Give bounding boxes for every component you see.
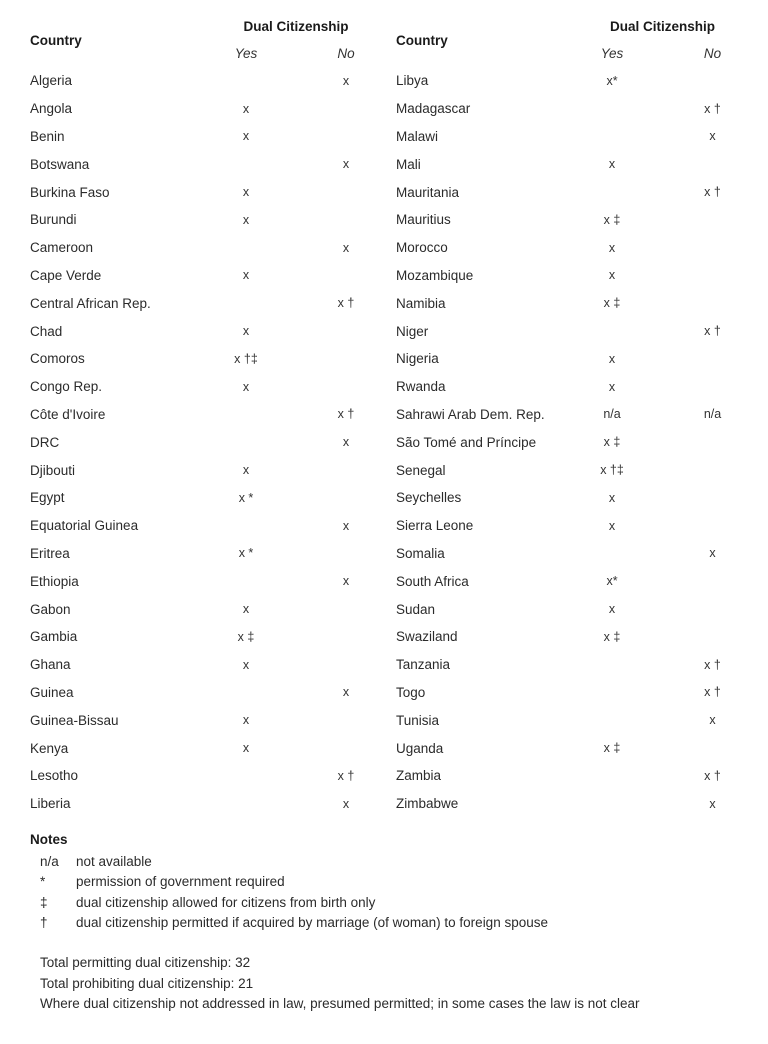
no-cell-left [296,595,396,623]
table-row [30,679,763,707]
no-cell-left [296,706,396,734]
table-row [30,234,763,262]
notes-list [30,851,760,933]
no-cell-left [296,734,396,762]
yes-cell-right [562,95,662,123]
country-cell-left: Algeria [30,73,73,89]
yes-cell-left [196,401,296,429]
yes-cell-left [196,67,296,95]
table-row [30,734,763,762]
table-row [30,512,763,540]
yes-cell-left: x [242,713,250,728]
yes-cell-left: x [242,379,250,394]
country-cell-right: Sierra Leone [396,518,474,534]
no-cell-right: x [709,129,716,144]
no-cell-left: x † [337,768,355,783]
yes-cell-right: x [608,490,616,505]
country-cell-right: Niger [396,323,429,339]
no-cell-right: x † [704,185,721,200]
no-cell-left: x [342,685,350,700]
note-symbol: * [40,874,46,890]
no-cell-left [296,317,396,345]
country-cell-right: Malawi [396,128,439,144]
no-cell-right [662,512,763,540]
table-row [30,762,763,790]
yes-cell-right: x ‡ [603,296,621,311]
no-cell-right: x [709,546,716,561]
no-cell-right [662,373,763,401]
yes-cell-right [562,540,662,568]
total-permitting: Total permitting dual citizenship: 32 [40,955,251,970]
country-cell-left: Egypt [30,490,65,506]
no-cell-right: x † [704,101,721,116]
country-cell-right: Tanzania [396,657,451,673]
no-cell-right [662,345,763,373]
country-cell-left: Benin [30,128,65,144]
table-row [30,706,763,734]
no-cell-right [662,456,763,484]
yes-cell-left: x [242,463,250,478]
yes-cell-right: x ‡ [603,741,621,756]
country-cell-left: Central African Rep. [30,295,151,311]
notes-section [30,832,760,933]
no-cell-left [296,456,396,484]
yes-cell-right [562,790,662,818]
no-cell-left [296,623,396,651]
country-cell-right: Nigeria [396,351,439,367]
no-cell-left: x [342,240,350,255]
table-body [30,67,763,818]
no-header-left: No [337,46,355,61]
yes-header-left: Yes [234,46,258,61]
country-cell-left: Gabon [30,601,71,617]
yes-cell-right [562,679,662,707]
country-cell-right: Tunisia [396,712,440,728]
dual-citizenship-table [30,13,763,818]
note-text: dual citizenship permitted if acquired by marriage (of woman) to foreign spouse [76,915,548,931]
totals-section [40,953,640,1015]
table-row [30,123,763,151]
no-cell-left [296,484,396,512]
note-item [30,851,760,872]
yes-cell-right: x [608,157,616,172]
yes-cell-right: x †‡ [600,463,624,478]
country-cell-right: Sudan [396,601,436,617]
no-cell-left: x [342,73,350,88]
country-header-left: Country [30,32,82,48]
table-row [30,623,763,651]
no-cell-left [296,123,396,151]
no-cell-left: x [342,518,350,533]
country-cell-right: Zimbabwe [396,796,459,812]
no-cell-left [296,95,396,123]
no-cell-right [662,428,763,456]
table-row [30,67,763,95]
yes-cell-left: x [242,185,250,200]
table-row [30,317,763,345]
yes-cell-right [562,706,662,734]
table-row [30,484,763,512]
country-cell-right: Senegal [396,462,446,478]
note-symbol: n/a [40,853,59,869]
yes-cell-left: x [242,268,250,283]
country-cell-left: Kenya [30,740,69,756]
yes-cell-right: x [608,518,616,533]
no-cell-right [662,623,763,651]
table-row [30,651,763,679]
yes-cell-right [562,762,662,790]
yes-cell-right [562,651,662,679]
table-row [30,401,763,429]
no-cell-right [662,567,763,595]
country-cell-right: Seychelles [396,490,462,506]
yes-cell-left: x ‡ [237,629,255,644]
no-cell-left: x [342,574,350,589]
notes-title: Notes [30,832,68,847]
yes-cell-left [196,289,296,317]
yes-cell-left [196,679,296,707]
country-cell-left: Ethiopia [30,573,79,589]
table-row [30,428,763,456]
country-cell-right: Mauritius [396,212,451,228]
no-cell-right [662,150,763,178]
note-text: not available [76,853,152,869]
no-cell-right: n/a [703,407,722,422]
dual-citizenship-header-left: Dual Citizenship [243,19,349,34]
country-cell-left: Burundi [30,212,77,228]
no-cell-right: x † [704,768,721,783]
country-cell-left: Comoros [30,351,85,367]
yes-cell-right [562,178,662,206]
no-cell-left: x † [337,407,355,422]
country-cell-left: Djibouti [30,462,76,478]
country-cell-left: Burkina Faso [30,184,110,200]
country-cell-right: Swaziland [396,629,458,645]
country-cell-left: Angola [30,101,73,117]
yes-cell-left: x [242,101,250,116]
note-text: dual citizenship allowed for citizens from birth only [76,894,376,910]
country-cell-right: Madagascar [396,101,471,117]
yes-cell-right [562,123,662,151]
country-cell-right: Zambia [396,768,442,784]
country-cell-left: Liberia [30,796,71,812]
note-item [30,913,760,934]
country-cell-left: Guinea-Bissau [30,712,119,728]
no-cell-left: x [342,435,350,450]
yes-cell-right: x* [606,73,618,88]
country-cell-left: Cameroon [30,240,94,256]
country-header-right: Country [396,32,448,48]
no-cell-right: x † [704,685,721,700]
no-cell-right: x † [704,324,721,339]
no-cell-right: x [709,796,716,811]
country-cell-right: Mauritania [396,184,460,200]
table-row [30,95,763,123]
no-cell-right [662,595,763,623]
yes-cell-left [196,150,296,178]
table-row [30,567,763,595]
yes-cell-left [196,234,296,262]
country-cell-left: Botswana [30,156,90,172]
yes-cell-right: x [608,268,616,283]
yes-cell-left: x [242,324,250,339]
no-cell-right [662,206,763,234]
country-cell-left: Lesotho [30,768,79,784]
country-cell-right: São Tomé and Príncipe [396,434,537,450]
yes-cell-left: x * [238,546,254,561]
country-cell-left: Chad [30,323,63,339]
table-row [30,289,763,317]
note-item [30,892,760,913]
dual-citizenship-header-right: Dual Citizenship [610,19,716,34]
yes-cell-right: x [608,240,616,255]
table-row [30,150,763,178]
no-header-right: No [703,46,722,61]
note-text: permission of government required [76,874,285,890]
yes-cell-right: x ‡ [603,212,621,227]
yes-cell-left: x [242,657,250,672]
yes-cell-left [196,512,296,540]
no-cell-left [296,206,396,234]
table-row [30,790,763,818]
no-cell-right [662,67,763,95]
no-cell-left: x [342,157,350,172]
table-row [30,456,763,484]
note-symbol: ‡ [40,894,48,910]
yes-cell-left: x * [238,490,254,505]
yes-cell-left [196,567,296,595]
no-cell-left [296,651,396,679]
country-cell-left: Côte d'Ivoire [30,406,106,422]
country-cell-right: Rwanda [396,379,446,395]
table-row [30,178,763,206]
no-cell-left [296,540,396,568]
yes-cell-left: x [242,602,250,617]
no-cell-right [662,289,763,317]
no-cell-right [662,734,763,762]
yes-cell-right: x ‡ [603,629,621,644]
no-cell-left [296,262,396,290]
yes-cell-right: x [608,602,616,617]
no-cell-right: x † [704,657,721,672]
yes-cell-left: x [242,129,250,144]
no-cell-right [662,262,763,290]
country-cell-right: Sahrawi Arab Dem. Rep. [396,406,545,422]
note-symbol: † [40,915,48,931]
yes-cell-right: n/a [603,407,621,422]
country-cell-left: DRC [30,434,60,450]
yes-cell-left [196,790,296,818]
table-row [30,345,763,373]
yes-cell-left: x †‡ [234,351,258,366]
yes-cell-right: x* [606,574,618,589]
table-row [30,540,763,568]
yes-cell-right: x ‡ [603,435,621,450]
country-cell-right: Mozambique [396,267,474,283]
yes-cell-left [196,428,296,456]
country-cell-right: South Africa [396,573,469,589]
no-cell-left: x † [337,296,355,311]
country-cell-right: Somalia [396,545,445,561]
total-prohibiting: Total prohibiting dual citizenship: 21 [40,975,254,991]
yes-cell-right [562,317,662,345]
country-cell-left: Guinea [30,684,74,700]
country-cell-left: Cape Verde [30,267,102,283]
country-cell-left: Ghana [30,657,71,673]
yes-cell-left [196,762,296,790]
no-cell-right: x [709,713,716,728]
country-cell-left: Congo Rep. [30,379,103,395]
no-cell-left: x [342,796,350,811]
table-row [30,262,763,290]
country-cell-left: Equatorial Guinea [30,518,139,534]
presumed-note: Where dual citizenship not addressed in law, presumed permitted; in some cases the law is not clear [40,996,640,1011]
no-cell-left [296,373,396,401]
yes-header-right: Yes [600,46,624,61]
no-cell-left [296,178,396,206]
table-row [30,373,763,401]
yes-cell-right: x [608,351,616,366]
no-cell-left [296,345,396,373]
note-item [30,872,760,893]
country-cell-left: Eritrea [30,545,70,561]
table-row [30,595,763,623]
yes-cell-left: x [242,212,250,227]
country-cell-left: Gambia [30,629,78,645]
country-cell-right: Uganda [396,740,444,756]
yes-cell-right: x [608,379,616,394]
country-cell-right: Namibia [396,295,446,311]
country-cell-right: Morocco [396,240,448,256]
country-cell-right: Libya [396,73,429,89]
country-cell-right: Mali [396,156,421,172]
no-cell-right [662,234,763,262]
yes-cell-left: x [242,741,250,756]
country-cell-right: Togo [396,684,426,700]
no-cell-right [662,484,763,512]
table-row [30,206,763,234]
